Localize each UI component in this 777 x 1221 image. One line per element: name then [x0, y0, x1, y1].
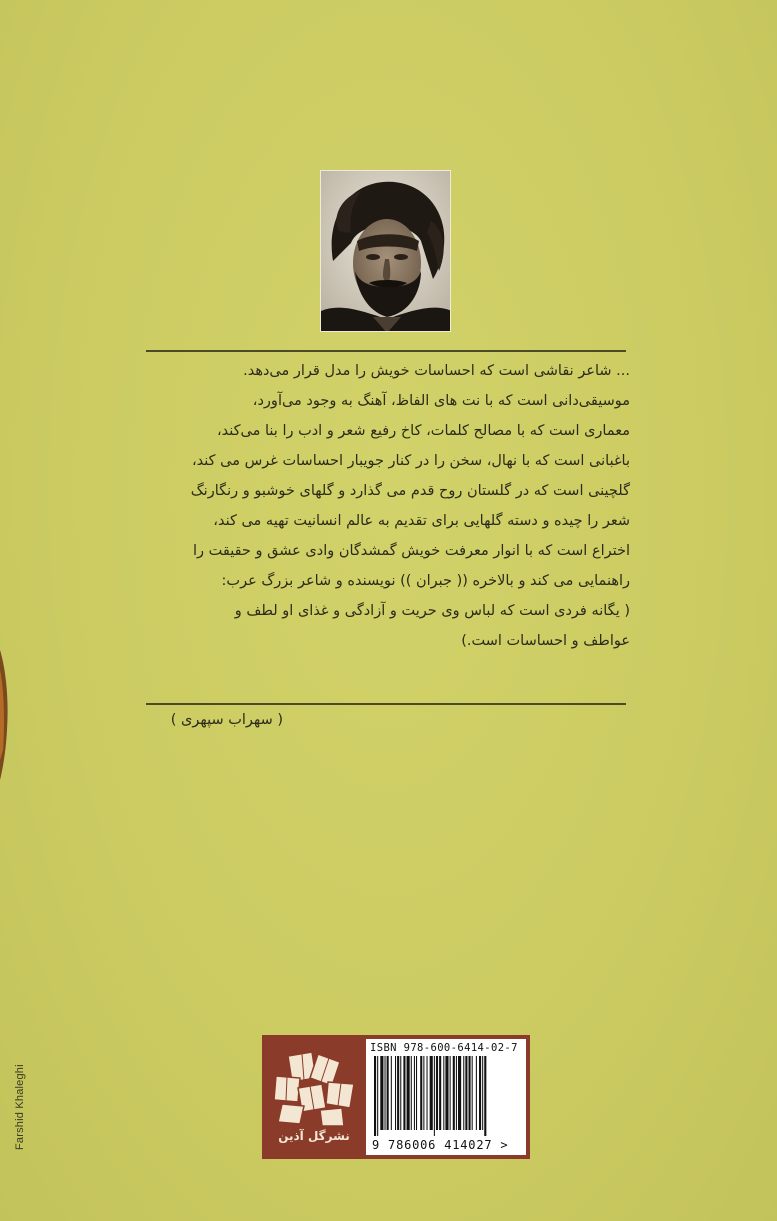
bottom-divider-rule	[146, 703, 626, 705]
passage-line: موسیقی‌دانی است که با نت های الفاظ، آهنگ به وجود می‌آورد،	[252, 393, 630, 409]
poet-portrait-photo	[320, 170, 451, 332]
passage-line: باغبانی است که با نهال، سخن را در کنار جویبار احساسات غرس می کند،	[191, 453, 630, 469]
top-divider-rule	[146, 350, 626, 352]
passage-line: عواطف و احساسات است.)	[461, 633, 630, 649]
publisher-books-logo-icon	[268, 1048, 360, 1128]
publisher-name: نشرگل آذین	[278, 1129, 350, 1143]
passage-line: ... شاعر نقاشی است که احساسات خویش را مدل قرار می‌دهد.	[243, 363, 630, 379]
barcode-digits: 9 786006 414027 >	[372, 1138, 509, 1152]
quote-passage	[140, 356, 630, 656]
isbn-label: ISBN 978-600-6414-02-7	[370, 1042, 518, 1054]
front-cover-bleed-edge	[0, 650, 10, 780]
passage-line: راهنمایی می کند و بالاخره (( جبران )) نویسنده و شاعر بزرگ عرب:	[221, 573, 630, 589]
quote-attribution: ( سهراب سپهری )	[170, 712, 283, 728]
barcode-bars	[374, 1056, 518, 1136]
passage-line: گلچینی است که در گلستان روح قدم می گذارد و گلهای خوشبو و رنگارنگ	[190, 483, 630, 499]
isbn-barcode	[366, 1039, 526, 1155]
passage-line: اختراع است که با انوار معرفت خویش گمشدگان وادی عشق و حقیقت را	[193, 543, 630, 559]
designer-credit: Farshid Khaleghi	[14, 1064, 26, 1150]
passage-line: شعر را چیده و دسته گلهایی برای تقدیم به عالم انسانیت تهیه می کند،	[213, 513, 630, 529]
passage-line: معماری است که با مصالح کلمات، کاخ رفیع شعر و ادب را بنا می‌کند،	[216, 423, 630, 439]
passage-line: ( یگانه فردی است که لباس وی حریت و آزادگی و غذای او لطف و	[234, 603, 630, 619]
